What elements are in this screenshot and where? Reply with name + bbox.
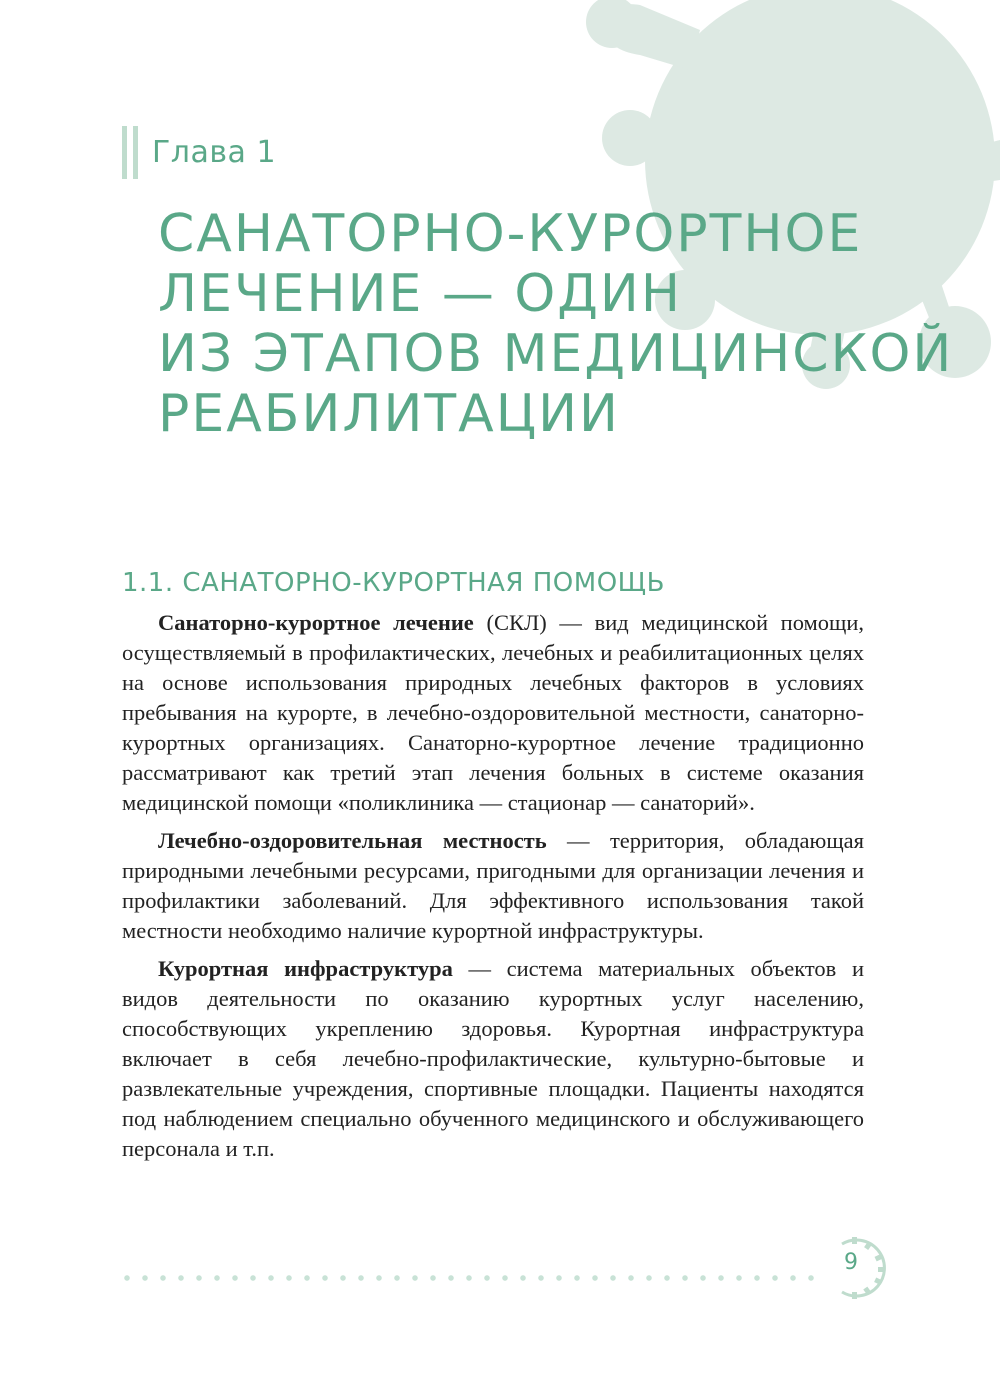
chapter-title [158, 204, 953, 444]
chapter-title-line: ИЗ ЭТАПОВ МЕДИЦИНСКОЙ [158, 324, 954, 384]
section-heading: 1.1. САНАТОРНО-КУРОРТНАЯ ПОМОЩЬ [122, 568, 665, 598]
chapter-bar-icon [122, 126, 138, 179]
term: Санаторно-курортное лечение [158, 610, 474, 635]
footer-dotted-line [118, 1274, 826, 1282]
definition: — система материальных объектов и видов деятельности по оказанию курортных услуг населению, способствующих укреплению здоровья. Курортная инфраструктура включает в себя лечебно-профилактические, культурно-бытовые и развлекательные учреждения, спортивные площадки. Пациенты находятся под наблюдением специально обученного медицинского и обслуживающего персонала и т.п. [122, 956, 864, 1161]
section-body [122, 608, 864, 1172]
definition: — территория, обладающая природными лечебными ресурсами, пригодными для организации лечения и профилактики заболеваний. Для эффективного использования такой местности необходимо наличие курортной инфраструктуры. [122, 828, 865, 943]
term: Лечебно-оздоровительная местность [158, 828, 547, 853]
chapter-label: Глава 1 [152, 135, 277, 170]
term: Курортная инфраструктура [158, 956, 453, 981]
chapter-marker [122, 126, 276, 179]
page-number: 9 [844, 1250, 858, 1275]
definition: (СКЛ) — вид медицинской помощи, осуществляемый в профилактических, лечебных и реабилитационных целях на основе использования природных лечебных факторов в условиях пребывания на курорте, в лечебно-оздоровительной местности, санаторно-курортных организациях. Санаторно-курортное лечение традиционно рассматривают как третий этап лечения больных в системе оказания медицинской помощи «поликлиника — стационар — санаторий». [122, 610, 865, 815]
chapter-title-line: ЛЕЧЕНИЕ — ОДИН [158, 264, 682, 324]
chapter-title-line: САНАТОРНО-КУРОРТНОЕ [158, 204, 863, 264]
paragraph [122, 826, 864, 946]
paragraph [122, 608, 864, 818]
chapter-title-line: РЕАБИЛИТАЦИИ [158, 384, 620, 444]
paragraph [122, 954, 864, 1164]
